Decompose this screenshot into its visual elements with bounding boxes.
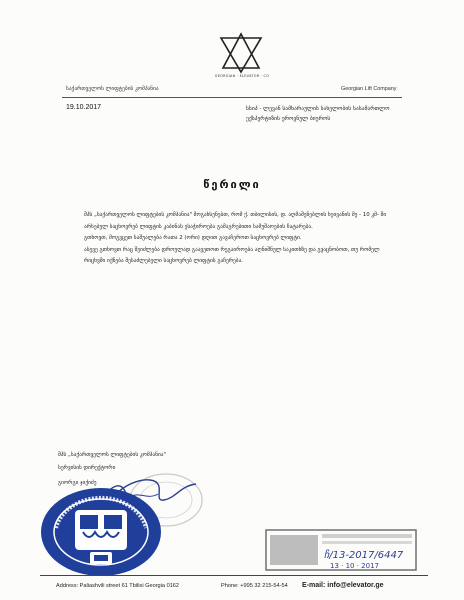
footer-divider: [40, 575, 428, 576]
letter-body: [84, 210, 402, 268]
footer-phone: Phone: +995 32 215-54-54: [221, 583, 288, 589]
footer-address: Address: Paliashvili street 61 Tbilisi Georgia 0162: [56, 583, 180, 589]
footer-email: E-mail: info@elevator.ge: [302, 582, 384, 589]
body-paragraph-2: გთხოვთ, მოგვცეთ საშუალება რათა 2 (ორი) დღით გავაჩეროთ საცხოვრებ ლიფტი.: [84, 235, 302, 241]
company-seal-icon: [38, 484, 164, 580]
letter-date: 19.10.2017: [66, 104, 102, 111]
logo-caption: GEORGIAN · ELEVATOR · CO: [214, 74, 270, 78]
company-name-english: Georgian Lift Company: [341, 86, 397, 92]
registration-number: ჩ/13-2017/6447: [324, 550, 404, 561]
body-paragraph-1: შპს „საქართველოს ლიფტების კომპანია" მოგახსენებთ, რომ ქ. თბილისის, დ. აღმაშენებლის ხეივანის მე - 10 კმ- ში არსებულ საცხოვრებ ლიფტის კაბინას ესაჭიროება გამაგრებითი სამუშაოების ჩატარება.: [84, 212, 387, 230]
company-name-georgian: საქართველოს ლიფტების კომპანია: [66, 86, 159, 92]
body-paragraph-3: ასევე გთხოვთ რაც შეიძლება დროულად გაავეთოთ რეგაიროება აღნიშნულ საკითხზე და გვაცნობოთ, თუ რომელ რიცხვში იქნება შესაძლებელი საცხოვრებ ლიფტის გაჩერება.: [84, 246, 380, 264]
registration-date: 13 · 10 · 2017: [330, 562, 379, 570]
signoff-company: შპს „საქართველოს ლიფტების კომპანია": [58, 452, 166, 458]
header-divider: [62, 97, 402, 98]
recipient: სსიპ - ლევან სამხარაულის სახელობის სასამართლო ექსპერტიზის ეროვნულ ბიუროს: [246, 106, 390, 122]
signoff-role: სერვისის დირექტორი: [58, 465, 116, 471]
registration-stamp-icon: [264, 528, 418, 572]
footer: [40, 582, 428, 594]
signoff-name: გიორგი ჯიქიძე: [58, 480, 97, 486]
letter-title: წერილი: [203, 178, 261, 191]
